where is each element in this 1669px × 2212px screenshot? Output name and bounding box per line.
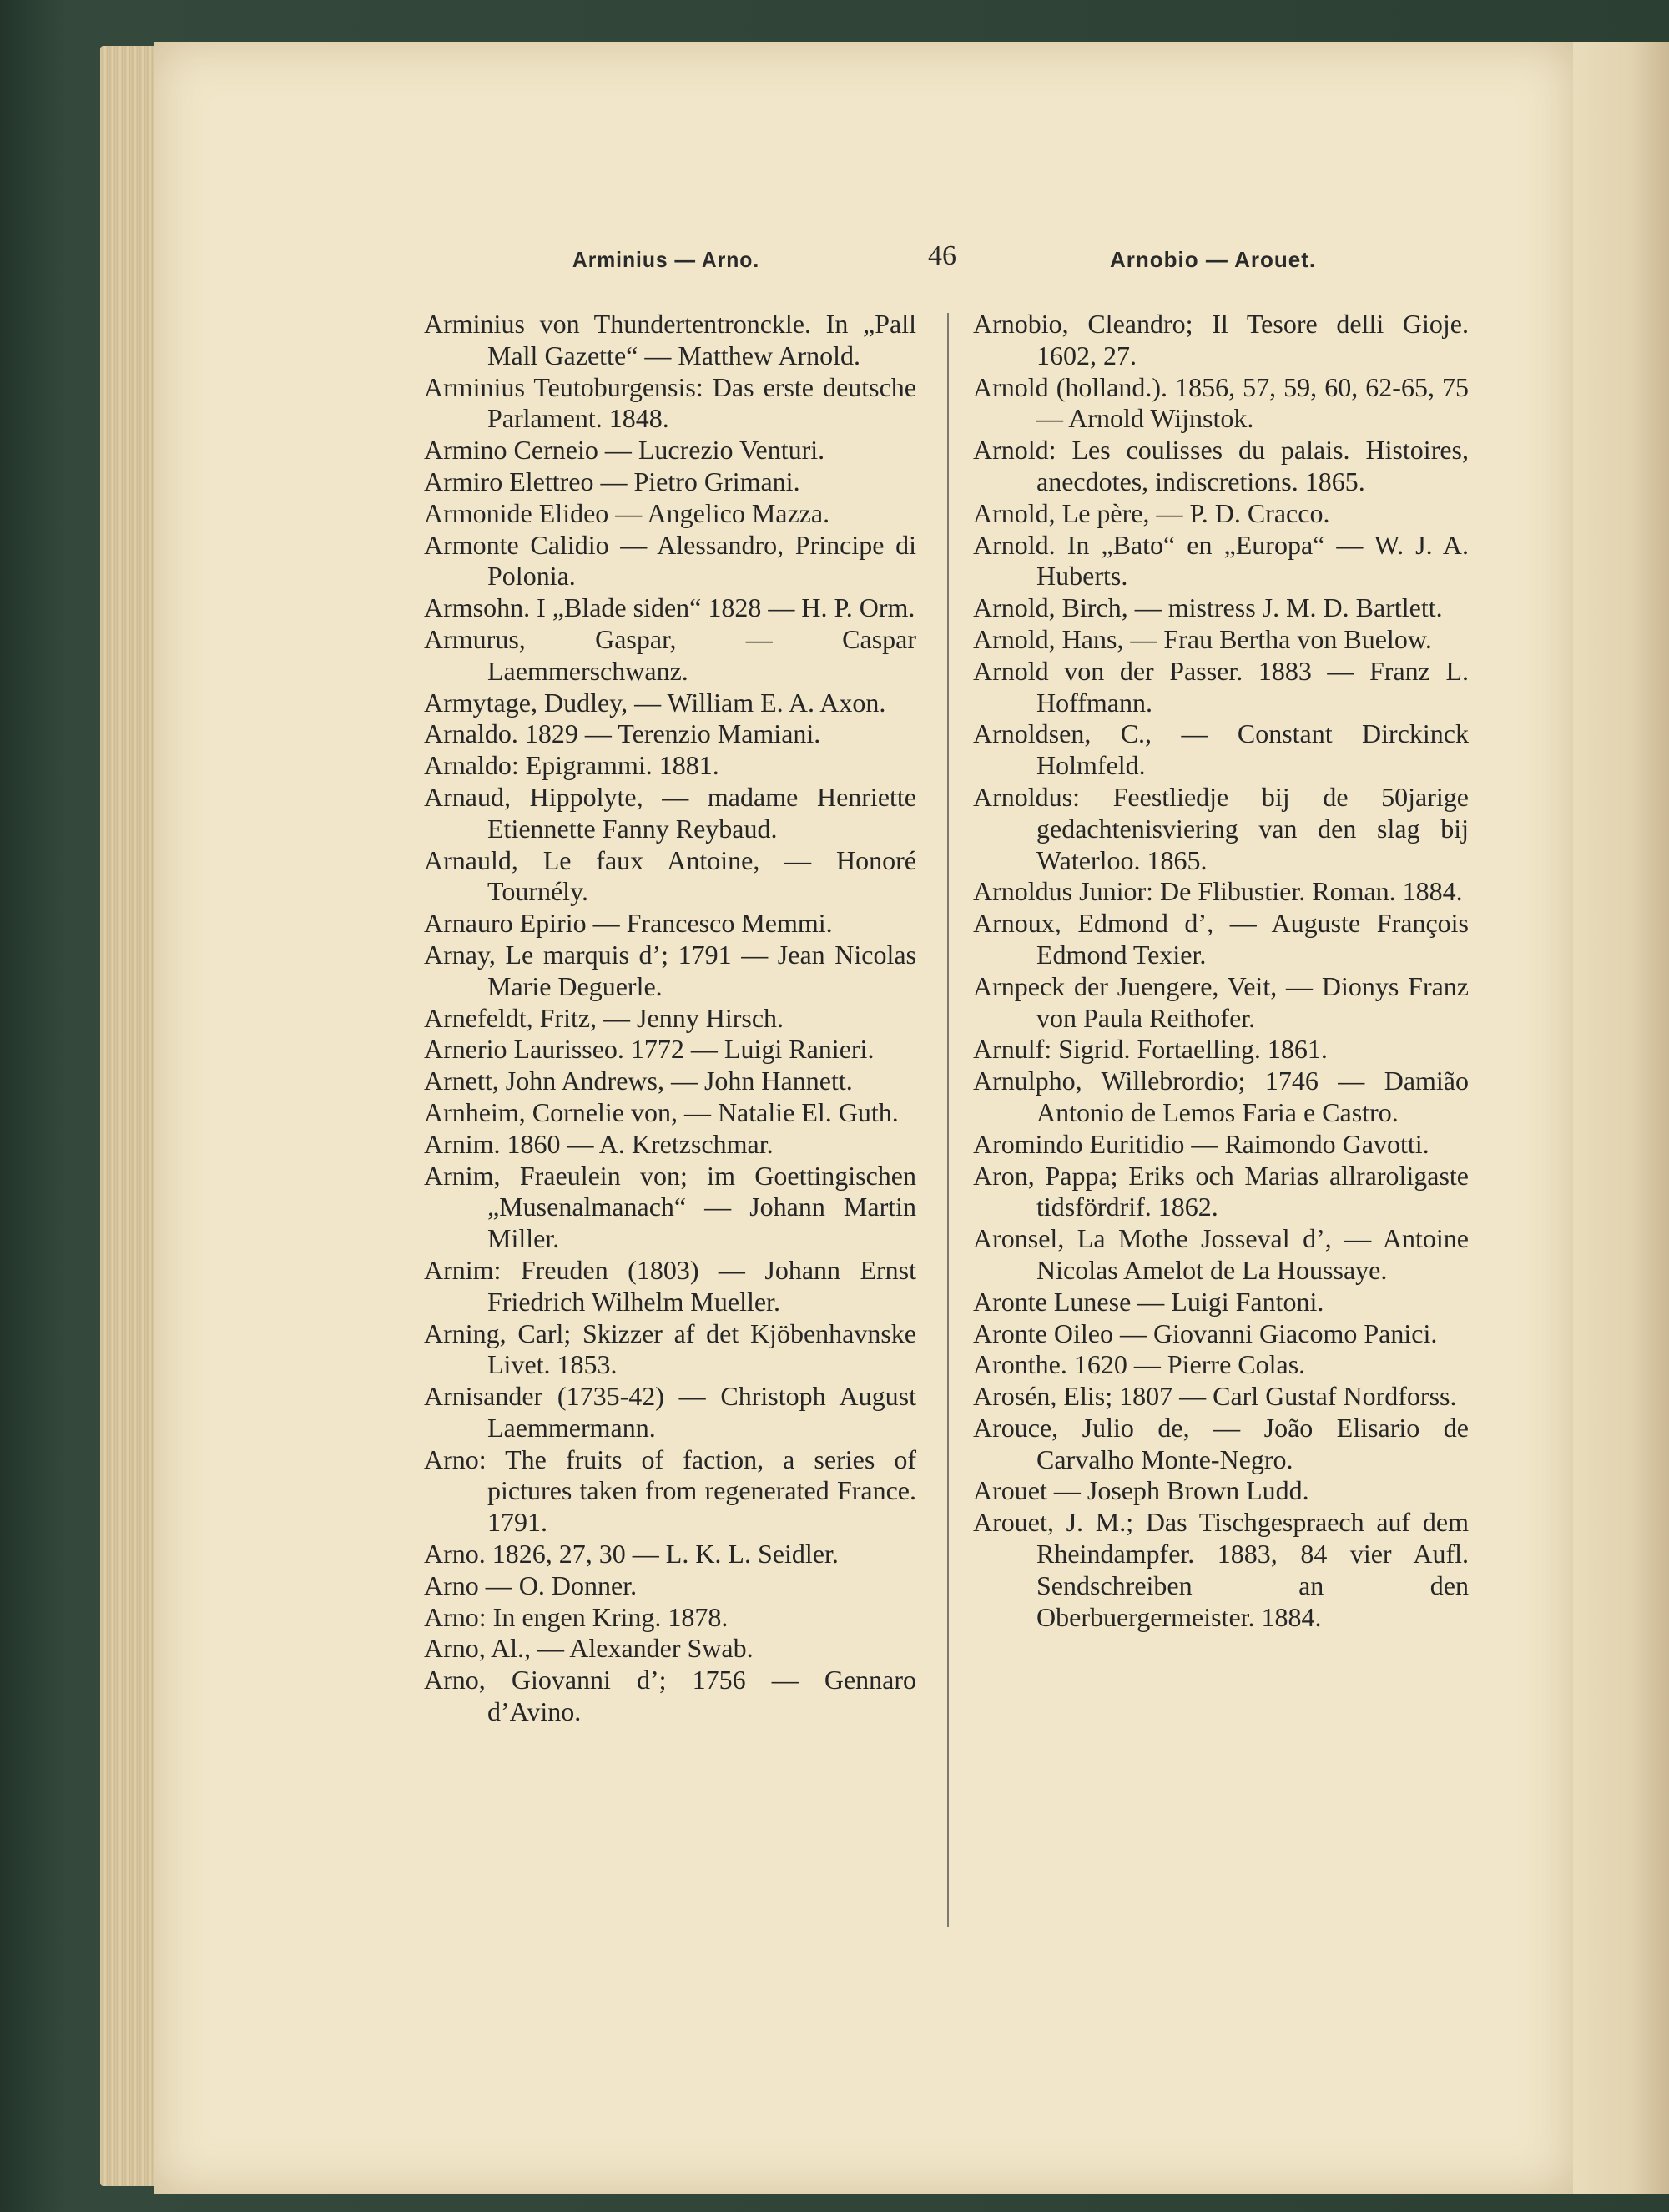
index-entry: Arnim. 1860 — A. Kretzschmar. — [424, 1128, 774, 1159]
index-entry: Armiro Elettreo — Pietro Grimani. — [424, 466, 800, 496]
right-column — [973, 309, 1469, 1633]
index-entry: Arnold: Les coulisses du palais. Histoires, anecdotes, indiscretions. 1865. — [973, 435, 1469, 496]
left-column — [424, 309, 916, 1728]
column-divider — [947, 313, 949, 1927]
index-entry: Arno, Giovanni d’; 1756 — Gennaro d’Avino. — [424, 1665, 916, 1727]
index-entry: Arouce, Julio de, — João Elisario de Carvalho Monte-Negro. — [973, 1412, 1469, 1474]
index-entry: Arnett, John Andrews, — John Hannett. — [424, 1066, 853, 1096]
index-entry: Arminius von Thundertentronckle. In „Pall Mall Gazette“ — Matthew Arnold. — [424, 309, 916, 370]
index-entry: Arouet — Joseph Brown Ludd. — [973, 1475, 1309, 1506]
index-entry: Arnoldus Junior: De Flibustier. Roman. 1884. — [973, 876, 1463, 907]
index-entry: Arnobio, Cleandro; Il Tesore delli Gioje. 1602, 27. — [973, 309, 1469, 370]
index-entry: Arning, Carl; Skizzer af det Kjöbenhavnske Livet. 1853. — [424, 1318, 916, 1380]
index-entry: Arnold. In „Bato“ en „Europa“ — W. J. A. Huberts. — [973, 529, 1469, 592]
index-entry: Arnold (holland.). 1856, 57, 59, 60, 62-65, 75 — Arnold Wijnstok. — [973, 371, 1469, 434]
page-number: 46 — [928, 240, 956, 271]
index-entry: Armonide Elideo — Angelico Mazza. — [424, 497, 830, 528]
index-entry: Armonte Calidio — Alessandro, Principe di Polonia. — [424, 529, 916, 592]
index-entry: Arnerio Laurisseo. 1772 — Luigi Ranieri. — [424, 1034, 875, 1065]
index-entry: Armino Cerneio — Lucrezio Venturi. — [424, 435, 825, 466]
index-entry: Armurus, Gaspar, — Caspar Laemmerschwanz. — [424, 623, 916, 686]
index-entry: Arnold von der Passer. 1883 — Franz L. Hoffmann. — [973, 655, 1469, 718]
index-entry: Arnoldus: Feestliedje bij de 50jarige gedachtenisviering van den slag bij Waterloo. 1865. — [973, 781, 1469, 875]
index-entry: Arnisander (1735-42) — Christoph August Laemmermann. — [424, 1381, 916, 1443]
index-entry: Arno — O. Donner. — [424, 1570, 638, 1600]
index-entry: Arnauld, Le faux Antoine, — Honoré Tournély. — [424, 844, 916, 907]
index-entry: Aronte Lunese — Luigi Fantoni. — [973, 1286, 1324, 1317]
index-entry: Armsohn. I „Blade siden“ 1828 — H. P. Orm. — [424, 592, 915, 623]
index-entry: Aronsel, La Mothe Josseval d’, — Antoine Nicolas Amelot de La Houssaye. — [973, 1223, 1469, 1285]
index-entry: Aromindo Euritidio — Raimondo Gavotti. — [973, 1128, 1429, 1159]
index-entry: Arnold, Birch, — mistress J. M. D. Bartlett. — [973, 592, 1443, 623]
running-header — [417, 240, 1452, 282]
index-entry: Arnaud, Hippolyte, — madame Henriette Etiennette Fanny Reybaud. — [424, 781, 916, 844]
index-entry: Armytage, Dudley, — William E. A. Axon. — [424, 687, 886, 718]
header-right: Arnobio — Arouet. — [1110, 247, 1317, 272]
page-right-edge — [1573, 42, 1669, 2194]
index-entry: Arno: In engen Kring. 1878. — [424, 1601, 729, 1632]
index-entry: Arnaldo. 1829 — Terenzio Mamiani. — [424, 718, 821, 749]
index-entry: Arnulf: Sigrid. Fortaelling. 1861. — [973, 1034, 1328, 1065]
index-entry: Arnefeldt, Fritz, — Jenny Hirsch. — [424, 1002, 784, 1033]
index-entry: Arno: The fruits of faction, a series of pictures taken from regenerated France. 1791. — [424, 1444, 916, 1538]
index-entry: Arnold, Hans, — Frau Bertha von Buelow. — [973, 623, 1432, 654]
index-entry: Arnauro Epirio — Francesco Memmi. — [424, 908, 833, 939]
index-entry: Arosén, Elis; 1807 — Carl Gustaf Nordforss. — [973, 1381, 1457, 1412]
index-entry: Aron, Pappa; Eriks och Marias allraroligaste tidsfördrif. 1862. — [973, 1160, 1469, 1222]
index-entry: Arnaldo: Epigrammi. 1881. — [424, 750, 719, 781]
index-entry: Arnoldsen, C., — Constant Dirckinck Holmfeld. — [973, 718, 1469, 781]
index-entry: Arnay, Le marquis d’; 1791 — Jean Nicolas Marie Deguerle. — [424, 939, 916, 1001]
index-entry: Arno, Al., — Alexander Swab. — [424, 1633, 754, 1664]
index-entry: Arnheim, Cornelie von, — Natalie El. Guth. — [424, 1096, 899, 1127]
index-entry: Arnulpho, Willebrordio; 1746 — Damião Antonio de Lemos Faria e Castro. — [973, 1066, 1469, 1127]
index-entry: Arno. 1826, 27, 30 — L. K. L. Seidler. — [424, 1539, 839, 1570]
index-entry: Arnpeck der Juengere, Veit, — Dionys Franz von Paula Reithofer. — [973, 970, 1469, 1033]
index-entry: Arouet, J. M.; Das Tischgespraech auf dem Rheindampfer. 1883, 84 vier Aufl. Sendschreiben an den Oberbuergermeister. 1884. — [973, 1507, 1469, 1632]
index-entry: Arnold, Le père, — P. D. Cracco. — [973, 497, 1330, 528]
index-entry: Arnoux, Edmond d’, — Auguste François Edmond Texier. — [973, 908, 1469, 970]
index-entry: Arnim: Freuden (1803) — Johann Ernst Friedrich Wilhelm Mueller. — [424, 1254, 916, 1317]
header-left: Arminius — Arno. — [572, 247, 760, 272]
index-entry: Aronthe. 1620 — Pierre Colas. — [973, 1349, 1306, 1380]
index-entry: Arminius Teutoburgensis: Das erste deutsche Parlament. 1848. — [424, 371, 916, 434]
index-entry: Aronte Oileo — Giovanni Giacomo Panici. — [973, 1318, 1438, 1348]
index-entry: Arnim, Fraeulein von; im Goettingischen „Musenalmanach“ — Johann Martin Miller. — [424, 1160, 916, 1254]
